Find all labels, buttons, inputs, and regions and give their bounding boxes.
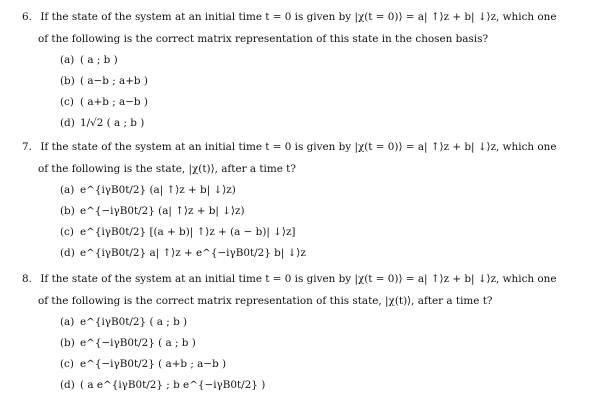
question-number: 8.	[22, 273, 32, 285]
question-number: 6.	[22, 11, 32, 23]
question-stem-line1: If the state of the system at an initial time t = 0 is given by |χ(t = 0)⟩ = a| ↑⟩z + b| ↓⟩z, which one	[40, 273, 557, 285]
option-a: (a) ( a ; b )	[60, 54, 118, 66]
option-b: (b) ( a−b ; a+b )	[60, 75, 148, 87]
option-list	[22, 50, 594, 134]
question-number: 7.	[22, 141, 32, 153]
option-c: (c) e^{iγB0t/2} [(a + b)| ↑⟩z + (a − b)| ↓⟩z]	[60, 226, 296, 238]
option-a: (a) e^{iγB0t/2} (a| ↑⟩z + b| ↓⟩z)	[60, 184, 236, 196]
question-stem-line2: of the following is the correct matrix representation of this state, |χ(t)⟩, after a time t?	[38, 295, 493, 307]
question-stem-line1: If the state of the system at an initial time t = 0 is given by |χ(t = 0)⟩ = a| ↑⟩z + b| ↓⟩z, which one	[40, 141, 557, 153]
option-c: (c) ( a+b ; a−b )	[60, 96, 148, 108]
question-8	[22, 268, 594, 396]
option-list	[22, 312, 594, 396]
option-a: (a) e^{iγB0t/2} ( a ; b )	[60, 316, 188, 328]
option-list	[22, 180, 594, 264]
question-7	[22, 136, 594, 264]
option-d: (d) 1/√2 ( a ; b )	[60, 117, 145, 129]
question-stem-line2: of the following is the state, |χ(t)⟩, after a time t?	[38, 163, 296, 175]
option-d: (d) ( a e^{iγB0t/2} ; b e^{−iγB0t/2} )	[60, 379, 266, 391]
option-b: (b) e^{−iγB0t/2} ( a ; b )	[60, 337, 196, 349]
question-stem-line1: If the state of the system at an initial time t = 0 is given by |χ(t = 0)⟩ = a| ↑⟩z + b| ↓⟩z, which one	[40, 11, 557, 23]
question-stem-line2: of the following is the correct matrix representation of this state in the chosen basis?	[38, 33, 489, 45]
option-c: (c) e^{−iγB0t/2} ( a+b ; a−b )	[60, 358, 227, 370]
option-b: (b) e^{−iγB0t/2} (a| ↑⟩z + b| ↓⟩z)	[60, 205, 245, 217]
question-6	[22, 6, 594, 134]
option-d: (d) e^{iγB0t/2} a| ↑⟩z + e^{−iγB0t/2} b| ↓⟩z	[60, 247, 306, 259]
